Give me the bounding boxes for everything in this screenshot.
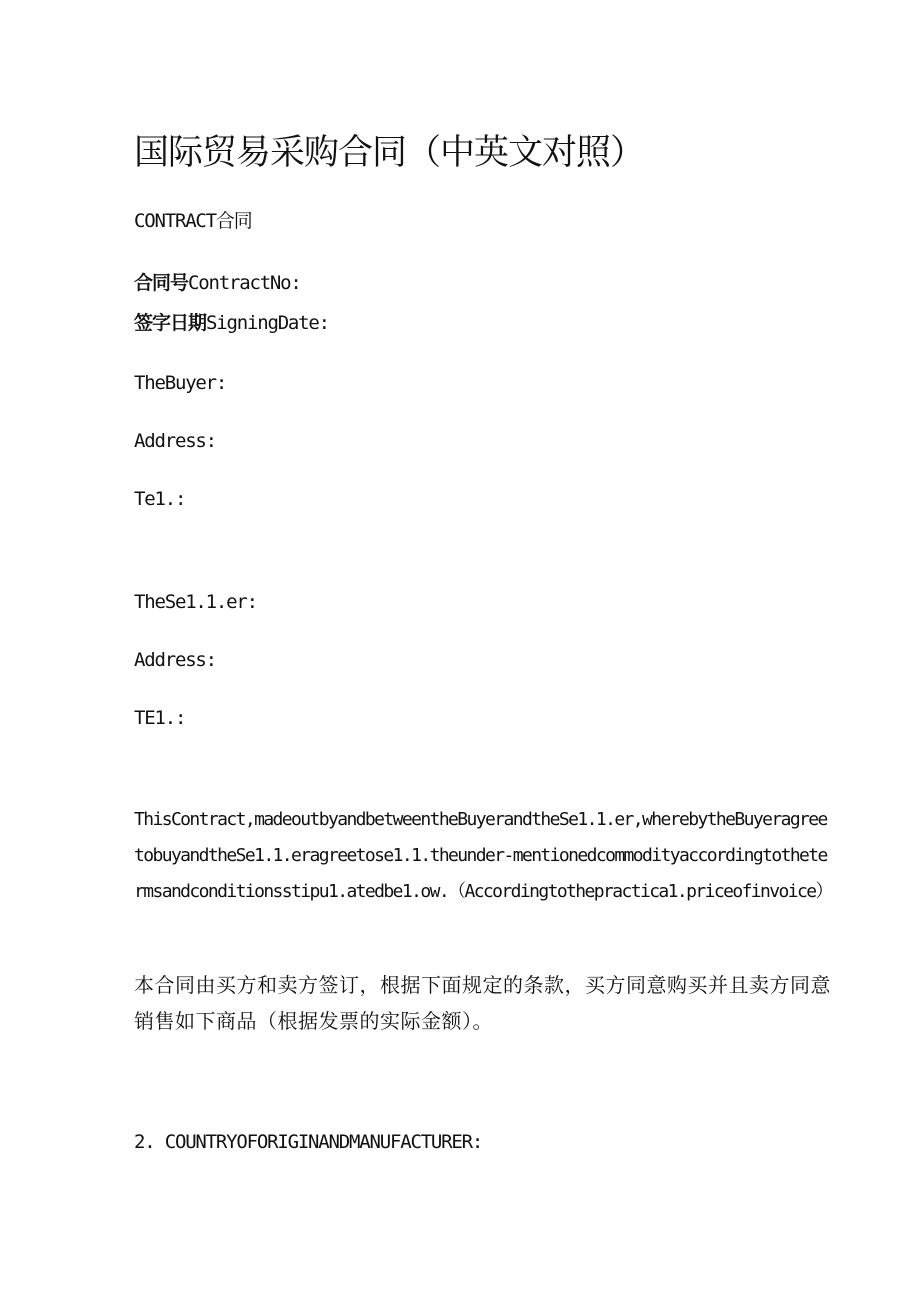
buyer-tel-label: Te1.:: [134, 488, 186, 510]
section-2-heading: 2. COUNTRYOFORIGINANDMANUFACTURER:: [134, 1131, 483, 1153]
buyer-address-label: Address:: [134, 430, 216, 452]
buyer-label: TheBuyer:: [134, 372, 227, 394]
seller-address-label: Address:: [134, 649, 216, 671]
signing-date-label-cn: 签字日期: [134, 312, 207, 334]
contract-no-line: [134, 270, 301, 296]
document-title: 国际贸易采购合同（中英文对照）: [134, 133, 645, 173]
intro-paragraph-cn: 本合同由买方和卖方签订，根据下面规定的条款，买方同意购买并且卖方同意销售如下商品（根据发票的实际金额）。: [134, 973, 831, 1033]
intro-paragraph-en: ThisContract,madeoutbyandbetweentheBuyerandtheSe1.1.er,wherebytheBuyeragreetobuyandtheSe1.1.eragreetose1.1.theunder-mentionedcommodityaccordingtothetermsandconditionsstipu1.atedbe1.ow.（Accordingtothepractica1.priceofinvoice）: [134, 809, 832, 902]
seller-label: TheSe1.1.er:: [134, 591, 257, 613]
contract-no-label-cn: 合同号: [134, 272, 189, 294]
signing-date-line: [134, 310, 329, 336]
signing-date-label-en: SigningDate:: [206, 312, 329, 334]
seller-tel-label: TE1.:: [134, 707, 186, 729]
contract-heading: CONTRACT合同: [134, 210, 252, 232]
contract-no-label-en: ContractNo:: [188, 272, 301, 294]
